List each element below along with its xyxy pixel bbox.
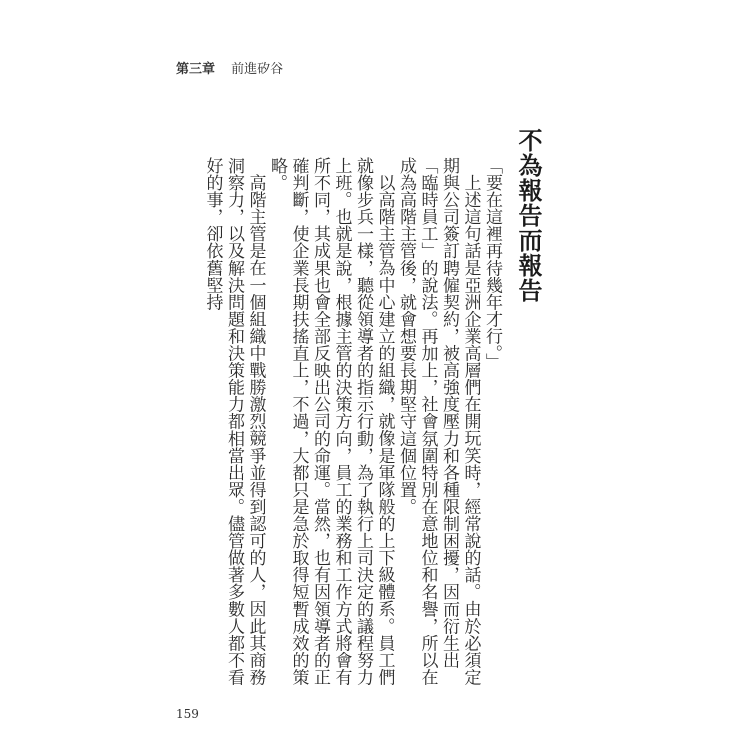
section-title: 不為報告而報告 [514, 128, 542, 303]
chapter-label: 第三章 [176, 62, 216, 77]
page-number: 159 [176, 707, 199, 721]
paragraph: 高階主管是在一個組織中戰勝激烈競爭並得到認可的人，因此其商務洞察力，以及解決問題和決策能力都相當出眾。儘管做著多數人都不看好的事，卻依舊堅持 [202, 157, 266, 686]
paragraph: 以高階主管為中心建立的組織，就像是軍隊般的上下級體系。員工們就像步兵一樣，聽從領導者的指示行動，為了執行上司決定的議程努力上班。也就是說，根據主管的決策方向，員工的業務和工作方式將會有所不同，其成果也會全部反映出公司的命運。當然，也有因領導者的正確判斷，使企業長期扶搖直上，不過，大都只是急於取得短暫成效的策略。 [267, 157, 395, 686]
chapter-title: 前進矽谷 [231, 62, 284, 77]
paragraph: 上述這句話是亞洲企業高層們在開玩笑時，經常說的話。由於必須定期與公司簽訂聘僱契約，被高強度壓力和各種限制困擾，因而衍生出「臨時員工」的說法。再加上，社會氛圍特別在意地位和名譽，所以在成為高階主管後，就會想要長期堅守這個位置。 [396, 157, 481, 686]
running-head [176, 58, 283, 77]
quote-paragraph: 「要在這裡再待幾年才行。」 [482, 157, 502, 371]
body-text [162, 157, 502, 692]
